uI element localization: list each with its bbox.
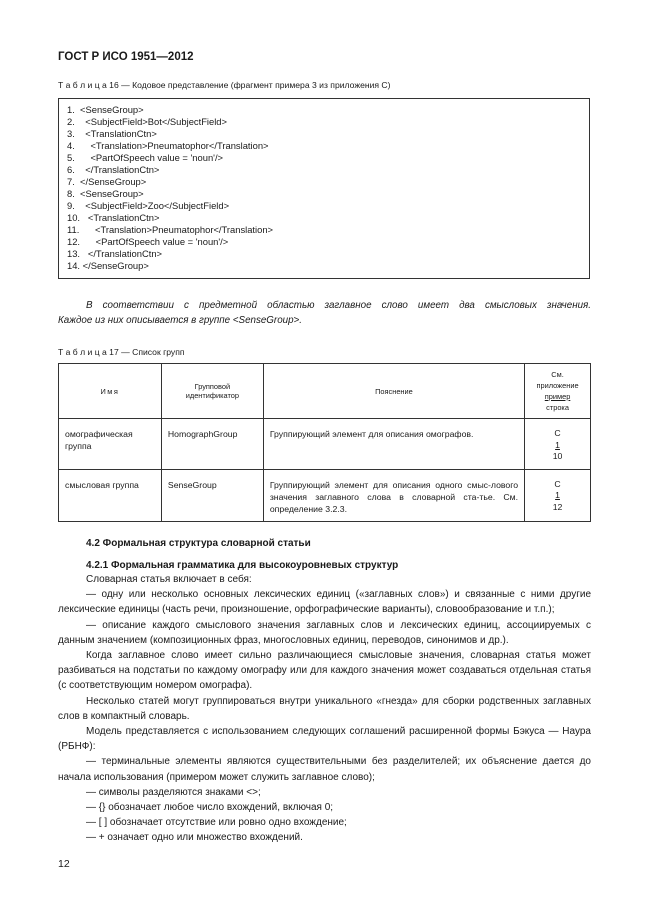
cell-name: омографическая группа [59, 419, 162, 470]
cell-ref: C 1 10 [525, 419, 591, 470]
code-line: 14. </SenseGroup> [67, 260, 149, 271]
paragraph: Когда заглавное слово имеет сильно различающиеся смысловые значения, словарная статья может разбиваться на подстатьи по каждому омографу или для каждого значения может создаваться отдельная статья (с соответствующим номером омографа). [58, 650, 591, 692]
code-listing [58, 98, 590, 279]
code-line: 10. <TranslationCtn> [67, 212, 160, 223]
italic-note-line1: В соответствии с предметной областью заглавное слово имеет два смысловых значения. [86, 300, 591, 311]
cell-id: SenseGroup [161, 469, 263, 521]
col-header-name: Имя [59, 364, 162, 419]
paragraph: — символы разделяются знаками <>; [86, 786, 261, 798]
section-4-2-title: 4.2 Формальная структура словарной статьи [86, 538, 311, 549]
code-line: 5. <PartOfSpeech value = 'noun'/> [67, 152, 224, 163]
cell-name: смысловая группа [59, 469, 162, 521]
paragraph: — [ ] обозначает отсутствие или ровно одно вхождение; [86, 817, 347, 829]
cell-id: HomographGroup [161, 419, 263, 470]
cell-explanation: Группирующий элемент для описания одного смыс-лового значения заглавного слова в словарной ста-тье. См. определение 3.2.3. [263, 469, 524, 521]
paragraph: Словарная статья включает в себя: [86, 574, 252, 585]
table-row [59, 469, 591, 521]
table-header-row [59, 364, 591, 419]
italic-note-line2: Каждое из них описывается в группе <SenseGroup>. [58, 315, 302, 326]
code-line: 7. </SenseGroup> [67, 176, 147, 187]
paragraph: — терминальные элементы являются существительными без разделителей; их объяснение дается до начала использования (примером может служить заглавное слово); [58, 756, 591, 783]
code-line: 12. <PartOfSpeech value = 'noun'/> [67, 236, 229, 247]
paragraph: — {} обозначает любое число вхождений, включая 0; [86, 802, 334, 814]
col-header-ref: См. приложение пример строка [525, 364, 591, 419]
code-line: 11. <Translation>Pneumatophor</Translation> [67, 224, 274, 235]
code-line: 6. </TranslationCtn> [67, 164, 160, 175]
section-4-2-1-title: 4.2.1 Формальная грамматика для высокоуровневых структур [86, 560, 399, 571]
paragraph: Модель представляется с использованием следующих соглашений расширенной формы Бэкуса — Наура (РБНФ): [58, 726, 591, 753]
paragraph: — + означает одно или множество вхождений. [86, 832, 303, 844]
groups-table [58, 363, 591, 522]
paragraph: — одну или несколько основных лексических единиц («заглавных слов») и связанные с ними другие лексические единицы (часть речи, произношение, орфографические варианты), словообразование и т.п.); [58, 589, 591, 616]
col-header-id: Групповой идентификатор [161, 364, 263, 419]
table17-caption: Т а б л и ц а 17 — Список групп [58, 347, 185, 357]
document-header: ГОСТ Р ИСО 1951—2012 [58, 51, 194, 63]
code-line: 3. <TranslationCtn> [67, 128, 157, 139]
code-line: 13. </TranslationCtn> [67, 248, 163, 259]
italic-note [58, 298, 591, 328]
code-line: 9. <SubjectField>Zoo</SubjectField> [67, 200, 230, 211]
paragraph: Несколько статей могут группироваться внутри уникального «гнезда» для сборки родственных заглавных слов в компактный словарь. [58, 695, 591, 722]
code-line: 4. <Translation>Pneumatophor</Translation> [67, 140, 269, 151]
table-row [59, 419, 591, 470]
code-line: 2. <SubjectField>Bot</SubjectField> [67, 116, 227, 127]
page-number: 12 [58, 858, 70, 870]
code-line: 1. <SenseGroup> [67, 104, 144, 115]
paragraph: — описание каждого смыслового значения заглавных слов и лексических единиц, ассоциируемых с данным значением (композиционных фраз, многословных единиц, переводов, синонимов и др.). [58, 619, 591, 646]
cell-explanation: Группирующий элемент для описания омографов. [263, 419, 524, 470]
code-line: 8. <SenseGroup> [67, 188, 144, 199]
cell-ref: C 1 12 [525, 469, 591, 521]
col-header-explanation: Пояснение [263, 364, 524, 419]
section-body [58, 572, 591, 846]
table16-caption: Т а б л и ц а 16 — Кодовое представление (фрагмент примера 3 из приложения С) [58, 80, 391, 90]
